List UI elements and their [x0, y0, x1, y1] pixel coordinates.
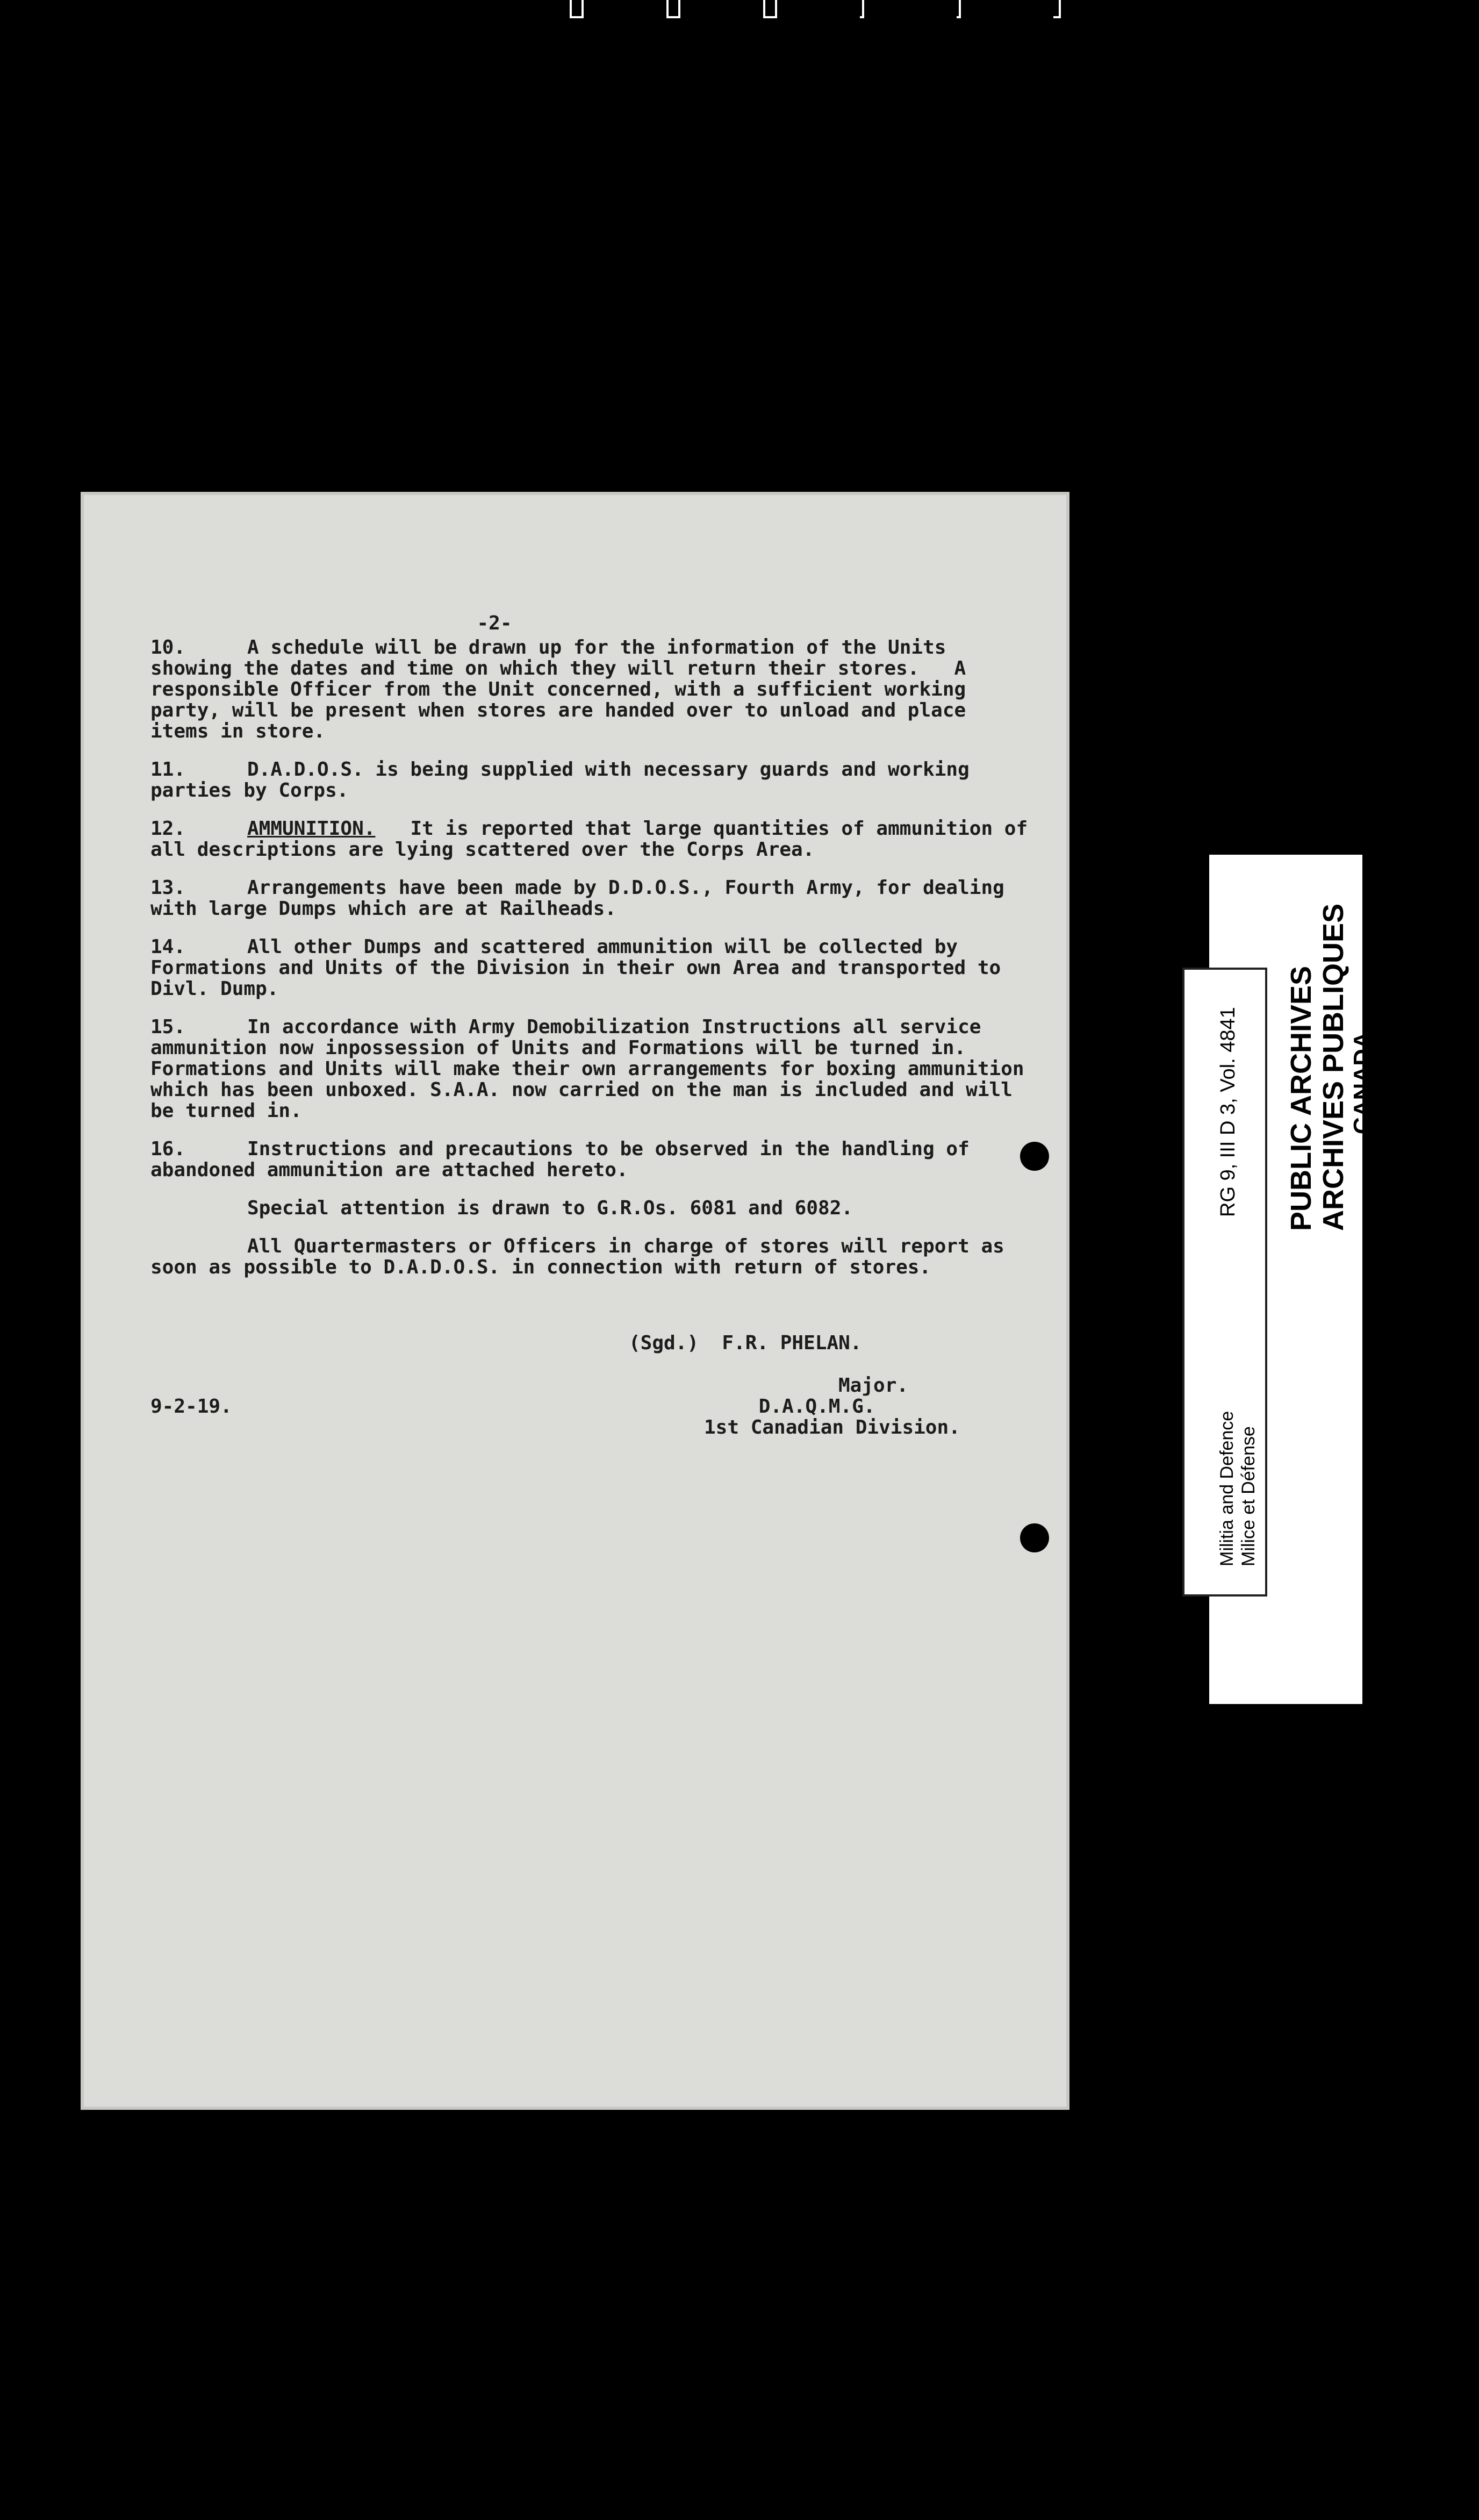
- paragraph-number: 10.: [150, 636, 186, 658]
- archives-name-en: PUBLIC ARCHIVES: [1285, 965, 1317, 1231]
- paragraph-text: It is reported that large quantities of ammunition of all descriptions are lying scattered over the Corps Area.: [150, 818, 1039, 861]
- page-number: -2-: [477, 612, 512, 634]
- paragraph-text: In accordance with Army Demobilization Instructions all service ammunition now inpossession of Units and Formations will be turned in. Formations and Units will make their own arrangements for boxing ammunition which has been unboxed. S.A.A. now carried on the man is included and will be turned in.: [150, 1016, 1036, 1122]
- punch-hole: [1020, 1142, 1049, 1171]
- paragraph-number: 15.: [150, 1016, 186, 1038]
- document-page: [81, 492, 1069, 2110]
- paragraph-number: 12.: [150, 818, 186, 840]
- paragraph-15: [150, 1016, 1036, 1122]
- film-edge-mark: [1053, 0, 1061, 18]
- department-fr: Milice et Défense: [1238, 1426, 1259, 1566]
- paragraph-number: 11.: [150, 758, 186, 781]
- signer-rank: Major.: [838, 1374, 909, 1397]
- paragraph-11: [150, 759, 1032, 801]
- archive-reference: RG 9, III D 3, Vol. 4841: [1217, 1007, 1239, 1217]
- paragraph-text: Arrangements have been made by D.D.O.S., Fourth Army, for dealing with large Dumps which are at Railheads.: [150, 877, 1016, 920]
- punch-hole: [1020, 1523, 1049, 1552]
- paragraph-10: [150, 637, 1032, 742]
- film-edge-mark: [666, 0, 680, 18]
- archives-country: CANADA: [1349, 1032, 1375, 1134]
- signer-title: D.A.Q.M.G.: [758, 1395, 875, 1418]
- paragraph-number: 14.: [150, 936, 186, 958]
- date-title-line: [150, 1396, 1032, 1417]
- film-edge-mark: [763, 0, 777, 18]
- section-heading: AMMUNITION.: [247, 818, 376, 840]
- document-date: 9-2-19.: [150, 1395, 232, 1418]
- paragraph-12: [150, 818, 1039, 861]
- paragraph-text: Instructions and precautions to be observed in the handling of abandoned ammunition are attached hereto.: [150, 1138, 981, 1181]
- document-text: [150, 612, 1039, 1438]
- signature-line: (Sgd.) F.R. PHELAN.: [629, 1332, 862, 1354]
- paragraph-text: A schedule will be drawn up for the information of the Units showing the dates and time on which they will return their stores. A responsible Officer from the Unit concerned, with a sufficient working party, will be present when stores are handed over to unload and place items in store.: [150, 636, 978, 742]
- quartermasters-note: All Quartermasters or Officers in charge of stores will report as soon as possible to D.A.D.O.S. in connection with return of stores.: [150, 1235, 1016, 1278]
- paragraph-16: [150, 1139, 1032, 1180]
- paragraph-14: [150, 936, 1032, 999]
- paragraph-number: 13.: [150, 877, 186, 899]
- signer-division: 1st Canadian Division.: [704, 1416, 960, 1438]
- film-edge-mark: [570, 0, 584, 18]
- paragraph-13: [150, 877, 1032, 919]
- paragraph-text: All other Dumps and scattered ammunition will be collected by Formations and Units of the Division in their own Area and transported to Divl. Dump.: [150, 936, 1013, 1000]
- archives-name-fr: ARCHIVES PUBLIQUES: [1317, 903, 1349, 1231]
- film-edge-mark: [957, 0, 961, 18]
- film-edge-mark: [860, 0, 864, 18]
- archive-reference-tab: [1182, 968, 1267, 1597]
- special-attention-note: Special attention is drawn to G.R.Os. 6081 and 6082.: [247, 1197, 853, 1219]
- paragraph-text: D.A.D.O.S. is being supplied with necessary guards and working parties by Corps.: [150, 758, 981, 801]
- department-en: Militia and Defence: [1217, 1411, 1237, 1566]
- paragraph-number: 16.: [150, 1138, 186, 1160]
